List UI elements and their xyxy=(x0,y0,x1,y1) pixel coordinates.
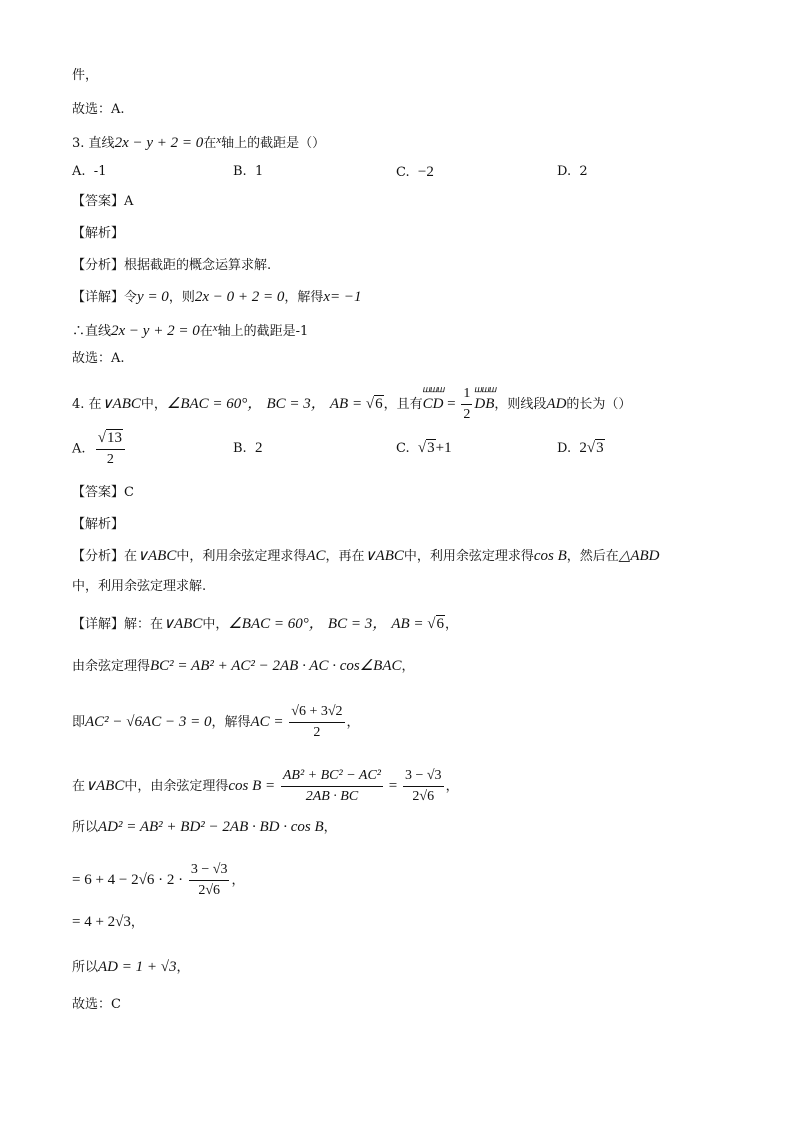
choice-row: 故选：A. xyxy=(72,351,125,366)
option-a[interactable]: A. $\frac{√13}{2}$ xyxy=(72,428,127,470)
option-c[interactable]: C. −2 xyxy=(396,164,434,180)
answer-row: 【答案】A xyxy=(72,194,134,209)
equation: 2x − y + 2 = 0 xyxy=(114,135,204,151)
detail-row: 【详解】解：在∨ABC中，∠BAC = 60°， BC = 3， AB = √6， xyxy=(72,616,459,632)
final-row: 所以AD = 1 + √3， xyxy=(72,959,190,975)
fenxi-row-cont: 中，利用余弦定理求解. xyxy=(72,579,207,594)
answer-value: A xyxy=(124,194,134,209)
analysis-heading: 【解析】 xyxy=(72,226,125,241)
option-b[interactable]: B. 2 xyxy=(233,440,263,456)
step-2-row: = 4 + 2√3， xyxy=(72,914,144,930)
fenxi-row: 【分析】根据截距的概念运算求解. xyxy=(72,258,272,273)
question-3-stem: 3. 直线2x − y + 2 = 0在$^x$轴上的截距是（） xyxy=(72,134,326,151)
analysis-heading: 【解析】 xyxy=(72,517,125,532)
answer-value: C xyxy=(124,485,134,500)
detail-row: 【详解】令y = 0，则2x − 0 + 2 = 0，解得x= −1 xyxy=(72,289,362,305)
option-b[interactable]: B. 1 xyxy=(233,164,264,179)
law-of-cosines-row: 由余弦定理得BC² = AB² + AC² − 2AB · AC · cos∠BAC， xyxy=(72,658,415,674)
prev-choice: 故选：A. xyxy=(72,102,125,117)
choice-row: 故选：C xyxy=(72,997,121,1012)
question-4-stem: 4. 在∨ABC中，∠BAC = 60°， BC = 3， AB = √6，且有 ꟺꟺꟺ CD = $\frac{1}{2}$ ꟺꟺꟺ DB，则线段AD的长为（） xyxy=(72,384,631,425)
question-number: 3. xyxy=(72,136,85,151)
conclusion-row: ∴直线2x − y + 2 = 0在$^x$轴上的截距是-1 xyxy=(72,322,309,339)
ad-formula-row: 所以AD² = AB² + BD² − 2AB · BD · cos B， xyxy=(72,819,337,835)
step-1-row: = 6 + 4 − 2√6 · 2 · $\frac{3 - √3}{2√6}$ ， xyxy=(72,860,244,901)
question-number: 4. xyxy=(72,397,85,412)
option-a[interactable]: A. -1 xyxy=(72,164,107,179)
quadratic-row: 即AC² − √6AC − 3 = 0，解得AC = $\frac{√6 + 3√2}{2}$ ， xyxy=(72,702,360,743)
option-d[interactable]: D. 2√3 xyxy=(557,440,604,456)
option-c[interactable]: C. √3+1 xyxy=(396,440,452,456)
option-d[interactable]: D. 2 xyxy=(557,164,588,179)
fenxi-row: 【分析】在∨ABC中，利用余弦定理求得AC，再在∨ABC中，利用余弦定理求得cos B，然后在△ABD xyxy=(72,548,660,564)
cos-b-row: 在∨ABC中，由余弦定理得cos B = $\frac{\text{AB² + BC² − AC²}}{2AB \cdot BC}$ = $\frac{3 - √3}{2√6}$ ， xyxy=(72,766,459,807)
text-fragment: 件， xyxy=(72,68,99,83)
answer-row: 【答案】C xyxy=(72,485,134,500)
